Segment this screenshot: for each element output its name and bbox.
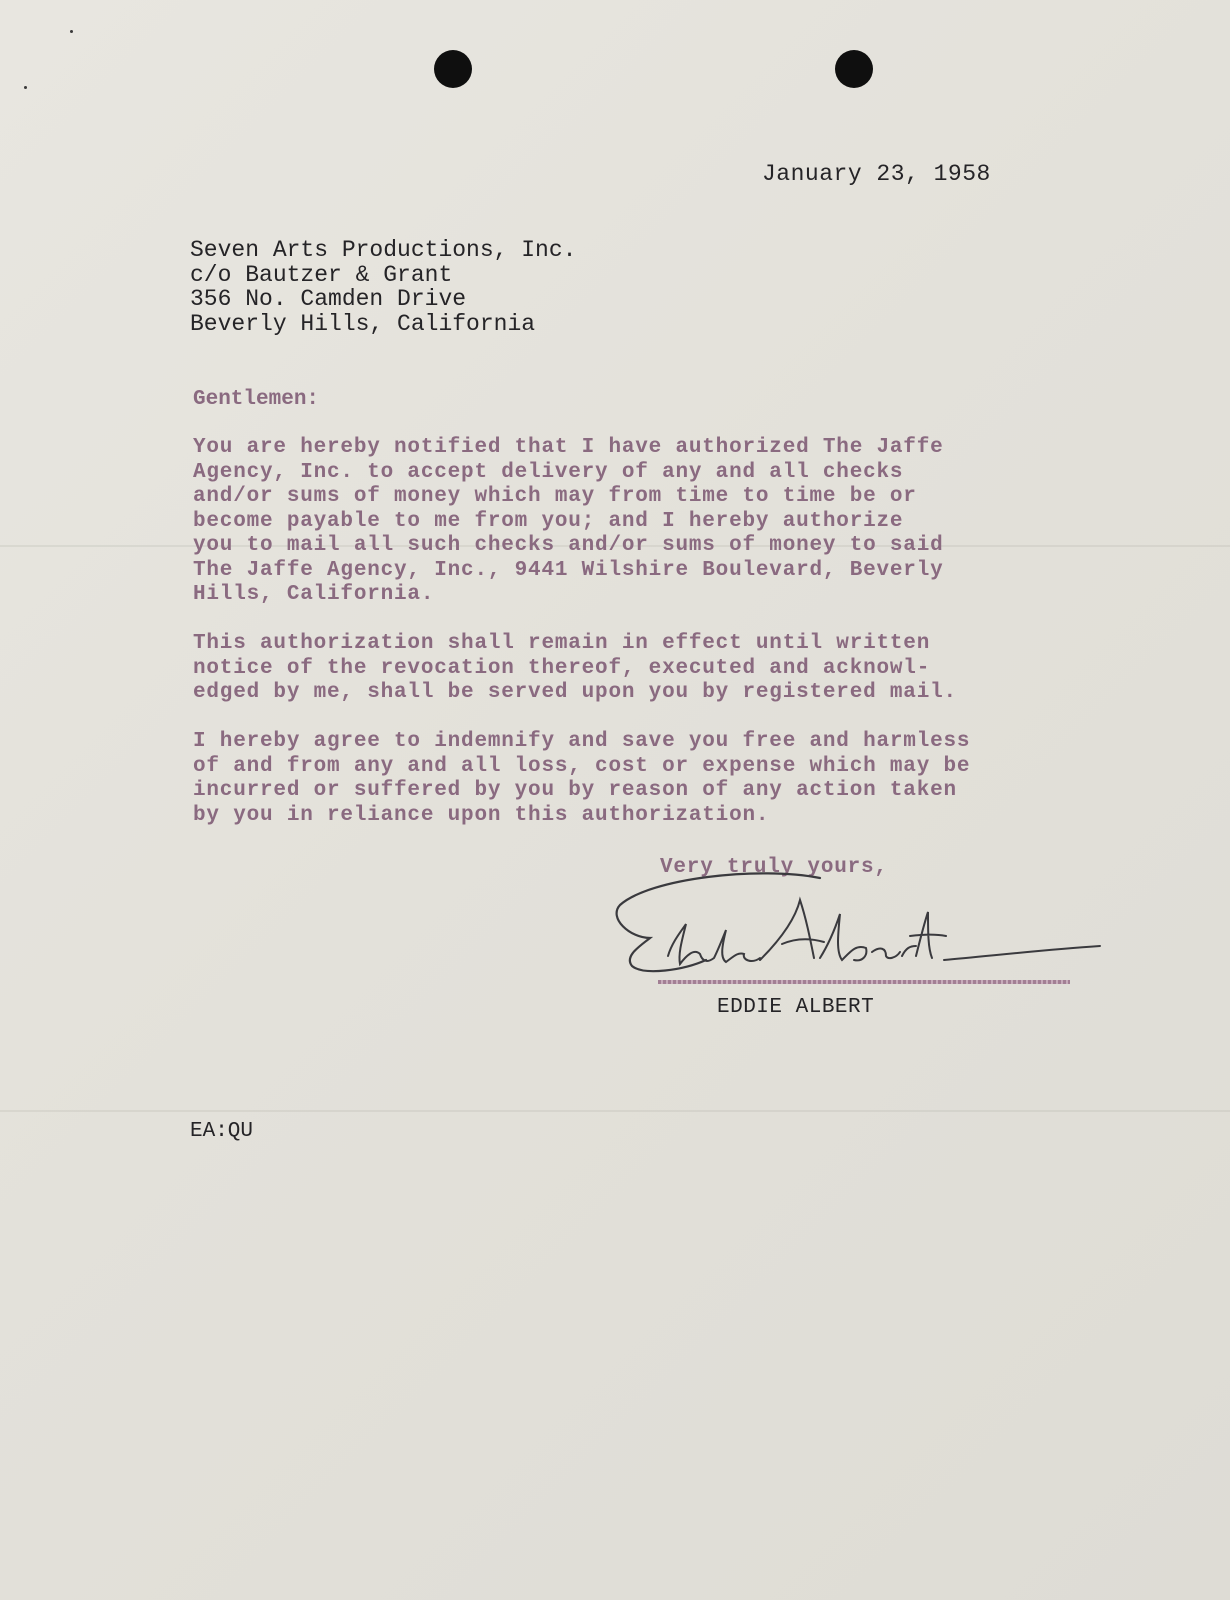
paragraph-line: I hereby agree to indemnify and save you free and harmless bbox=[193, 730, 971, 753]
closing-phrase: Very truly yours, bbox=[660, 856, 888, 879]
paragraph-line: by you in reliance upon this authorization. bbox=[193, 803, 770, 827]
reference-initials: EA:QU bbox=[190, 1120, 254, 1143]
paragraph-line: incurred or suffered by you by reason of any action taken bbox=[193, 779, 957, 802]
typed-signer-name: EDDIE ALBERT bbox=[717, 996, 875, 1019]
paragraph-line: This authorization shall remain in effect until written bbox=[193, 632, 931, 655]
paper-speck bbox=[24, 86, 27, 89]
address-line: Beverly Hills, California bbox=[190, 310, 536, 337]
address-line: Seven Arts Productions, Inc. bbox=[190, 237, 577, 263]
paragraph-line: of and from any and all loss, cost or expense which may be bbox=[193, 754, 971, 778]
body-paragraph-authorization bbox=[193, 436, 944, 608]
paragraph-line: and/or sums of money which may from time to time be or bbox=[193, 485, 917, 508]
paragraph-line: Agency, Inc. to accept delivery of any and all checks bbox=[193, 460, 904, 484]
punch-hole-right bbox=[835, 50, 873, 88]
paragraph-line: Hills, California. bbox=[193, 583, 435, 606]
punch-hole-left bbox=[434, 50, 472, 88]
salutation: Gentlemen: bbox=[193, 388, 320, 411]
paragraph-line: You are hereby notified that I have authorized The Jaffe bbox=[193, 436, 944, 459]
body-paragraph-revocation bbox=[193, 632, 957, 706]
paragraph-line: notice of the revocation thereof, executed and acknowl- bbox=[193, 656, 931, 680]
address-line: 356 No. Camden Drive bbox=[190, 286, 467, 312]
paragraph-line: edged by me, shall be served upon you by registered mail. bbox=[193, 681, 957, 704]
handwritten-signature bbox=[610, 860, 1110, 990]
paragraph-line: you to mail all such checks and/or sums of money to said bbox=[193, 534, 944, 557]
body-paragraph-indemnity bbox=[193, 730, 970, 828]
paragraph-line: The Jaffe Agency, Inc., 9441 Wilshire Boulevard, Beverly bbox=[193, 558, 944, 582]
signature-line bbox=[658, 980, 1070, 984]
letter-date: January 23, 1958 bbox=[762, 161, 991, 187]
paragraph-line: become payable to me from you; and I hereby authorize bbox=[193, 509, 904, 533]
address-line: c/o Bautzer & Grant bbox=[190, 261, 453, 288]
paper-speck bbox=[70, 30, 73, 33]
paper-fold-line bbox=[0, 1110, 1230, 1112]
recipient-address bbox=[190, 238, 576, 336]
